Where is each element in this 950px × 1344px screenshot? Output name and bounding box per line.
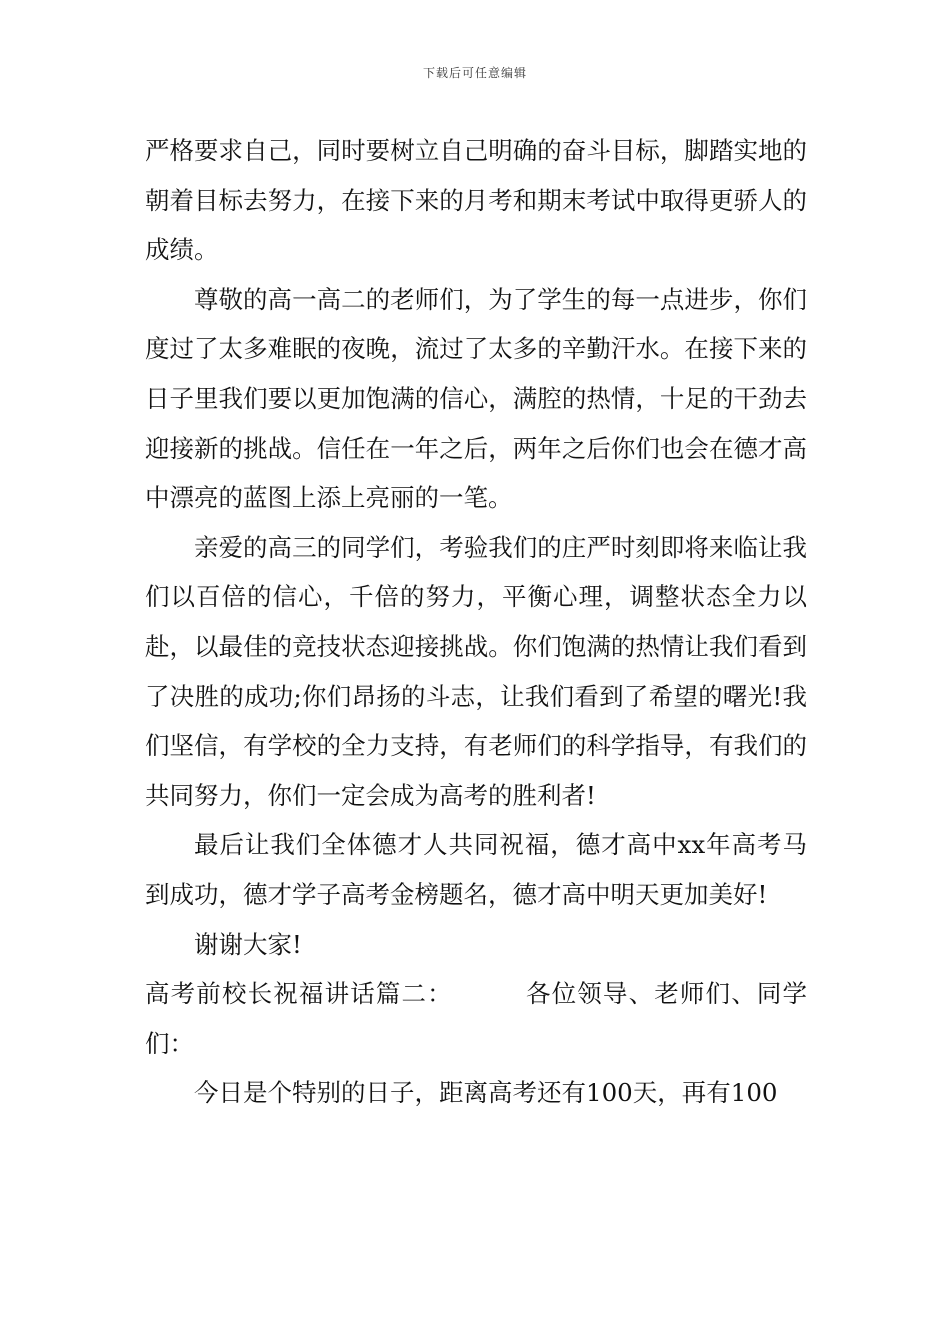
paragraph-blessing: 最后让我们全体德才人共同祝福，德才高中xx年高考马到成功，德才学子高考金榜题名，德才高中明天更加美好!	[145, 830, 807, 909]
page-header: 下载后可任意编辑	[422, 66, 527, 80]
document-body	[145, 126, 807, 1118]
paragraph-teachers: 尊敬的高一高二的老师们，为了学生的每一点进步，你们度过了太多难眠的夜晚，流过了太多的辛勤汗水。在接下来的日子里我们要以更加饱满的信心，满腔的热情，十足的干劲去迎接新的挑战。信任在一年之后，两年之后你们也会在德才高中漂亮的蓝图上添上亮丽的一笔。	[145, 284, 807, 513]
section-greeting: 各位领导、老师们、同学们：	[145, 979, 808, 1058]
paragraph-thanks: 谢谢大家!	[194, 929, 302, 959]
section-title: 高考前校长祝福讲话篇二：	[145, 979, 453, 1009]
paragraph-opening: 今日是个特别的日子，距离高考还有100天，再有100	[194, 1078, 778, 1108]
paragraph-students: 亲爱的高三的同学们，考验我们的庄严时刻即将来临让我们以百倍的信心，千倍的努力，平衡心理，调整状态全力以赴，以最佳的竞技状态迎接挑战。你们饱满的热情让我们看到了决胜的成功;你们昂扬的斗志，让我们看到了希望的曙光!我们坚信，有学校的全力支持，有老师们的科学指导，有我们的共同努力，你们一定会成为高考的胜利者!	[145, 532, 807, 810]
paragraph-continuation: 严格要求自己，同时要树立自己明确的奋斗目标，脚踏实地的朝着目标去努力，在接下来的月考和期末考试中取得更骄人的成绩。	[145, 136, 807, 265]
section-heading	[145, 969, 807, 1068]
